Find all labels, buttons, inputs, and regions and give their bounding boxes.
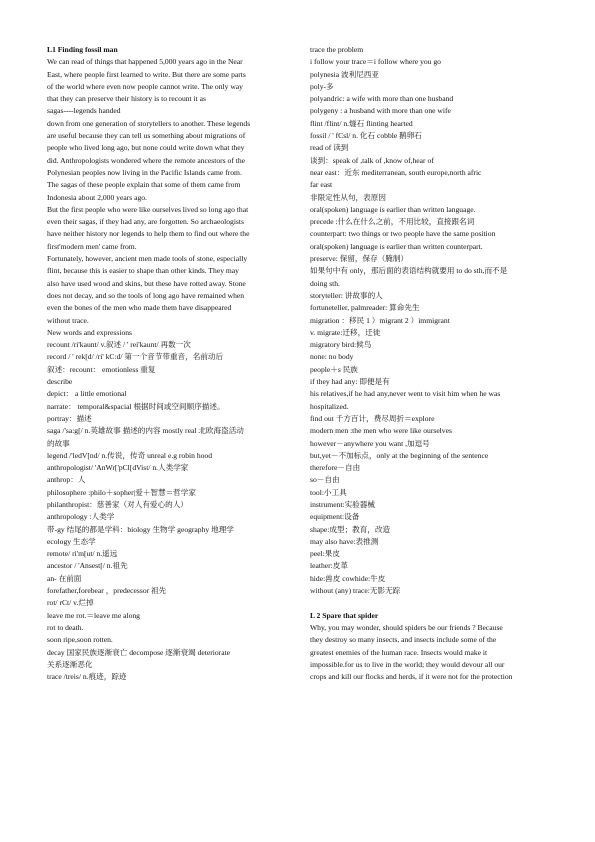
text-line: philanthropist：慈善家（对人有爱心的人） bbox=[47, 499, 188, 509]
text-line: far east bbox=[310, 180, 333, 190]
text-line: instrument:实验器械 bbox=[310, 499, 375, 509]
text-line: crops and kill our flocks and herds, if it were not for the protection bbox=[310, 672, 513, 682]
text-line: none: no body bbox=[310, 352, 354, 362]
text-line: rot to death. bbox=[47, 622, 84, 632]
text-line: East, where people first learned to write. But there are some parts bbox=[47, 69, 246, 79]
text-line: near east：近东 mediterranean, south europe,north afric bbox=[310, 167, 482, 177]
text-line: people＋s 民族 bbox=[310, 364, 358, 374]
text-line: The sagas of these people explain that some of them came from bbox=[47, 180, 241, 190]
text-line: without (any) trace:无影无踪 bbox=[310, 586, 401, 596]
text-line: record / ' rek[d/ /ri' kC:d/ 第一个音节带重音，名前动后 bbox=[47, 352, 224, 362]
text-line: does not decay, and so the tools of long ago have remained when bbox=[47, 290, 245, 300]
text-line: 关系逐渐恶化 bbox=[47, 659, 93, 669]
text-line: ancestor / 'Ansest[/ n.祖先 bbox=[47, 561, 128, 571]
text-line: sagas----legends handed bbox=[47, 106, 121, 116]
text-line: poly-多 bbox=[310, 81, 334, 91]
text-line: if they had any: 即便是有 bbox=[310, 377, 390, 387]
text-line: depict： a little emotional bbox=[47, 389, 127, 399]
text-line: people who lived long ago, but none could write down what they bbox=[47, 143, 245, 153]
text-line: greatest enemies of the human race. Insects would make it bbox=[310, 647, 488, 657]
text-line: We can read of things that happened 5,000 years ago in the Near bbox=[47, 57, 243, 67]
text-line: that they can preserve their history is to recount it as bbox=[47, 94, 206, 104]
text-line: soon ripe,soon rotten. bbox=[47, 635, 113, 645]
text-line: peel:果皮 bbox=[310, 549, 340, 559]
text-line: saga /'sa:g[/ n.英雄故事 描述的内容 mostly real 北欧海盗活动 bbox=[47, 426, 244, 436]
text-line: even the bones of the men who made them have disappeared bbox=[47, 303, 232, 313]
text-line: polyandric: a wife with more than one husband bbox=[310, 94, 454, 104]
text-line: his relatives,if he had any,never went to visit him when he was bbox=[310, 389, 501, 399]
text-line: without trace. bbox=[47, 315, 89, 325]
text-line: are useful because they can tell us something about migrations of bbox=[47, 131, 246, 141]
text-line: remote/ ri'm[ut/ n.遥远 bbox=[47, 549, 118, 559]
text-line: fossil / ' fCsl/ n. 化石 cobble 鹅卵石 bbox=[310, 131, 422, 141]
text-line: Why, you may wonder, should spiders be our friends ? Because bbox=[310, 622, 503, 632]
left-text-column bbox=[47, 44, 292, 683]
text-line: but,yet－不加标点，only at the beginning of the sentence bbox=[310, 450, 489, 460]
text-line: v. migrate:迁移，迁徙 bbox=[310, 327, 381, 337]
text-line: find out 千方百计，费尽周折＝explore bbox=[310, 413, 435, 423]
text-line: have neither history nor legends to help them to find out where the bbox=[47, 229, 250, 239]
text-line: even their sagas, if they had any, are forgotten. So archaeologists bbox=[47, 217, 244, 227]
text-line: trace the problem bbox=[310, 45, 364, 54]
text-line: describe bbox=[47, 377, 73, 387]
text-line: an- 在前面 bbox=[47, 573, 82, 583]
text-line: counterpart: two things or two people have the same position bbox=[310, 229, 496, 239]
text-line: i follow your trace＝i follow where you go bbox=[310, 57, 441, 67]
text-line: hide:兽皮 cowhide:牛皮 bbox=[310, 573, 386, 583]
text-line: equipment:设备 bbox=[310, 512, 360, 522]
text-line: read of 读到 bbox=[310, 143, 349, 153]
text-line: Indonesia about 2,000 years ago. bbox=[47, 192, 147, 202]
text-line: Fortunately, however, ancient men made tools of stone, especially bbox=[47, 254, 248, 264]
text-line: preserve: 保留，保存（腌制） bbox=[310, 254, 409, 264]
text-line: New words and expressions bbox=[47, 327, 132, 337]
text-line: 的故事 bbox=[47, 438, 70, 448]
text-line: storyteller: 讲故事的人 bbox=[310, 290, 383, 300]
text-line: 谈到：speak of ,talk of ,know of,hear of bbox=[310, 155, 434, 165]
text-line: down from one generation of storytellers to another. These legends bbox=[47, 118, 251, 128]
text-line: migration ：移民 1 ）migrant 2 ）immigrant bbox=[310, 315, 450, 325]
right-text-column bbox=[310, 44, 560, 683]
text-line: they destroy so many insects, and insects include some of the bbox=[310, 635, 497, 645]
text-line: shape:成型；教育，改造 bbox=[310, 524, 391, 534]
text-line: first'modern men' came from. bbox=[47, 241, 137, 251]
text-line: polygeny : a husband with more than one wife bbox=[310, 106, 451, 116]
text-line: precede :什么在什么之前，不用比较，直接跟名词 bbox=[310, 217, 475, 227]
text-line: portray：描述 bbox=[47, 413, 92, 423]
text-line: recount /ri'kaunt/ v.叙述 / ' rei'kaunt/ 再数一次 bbox=[47, 340, 191, 350]
text-line: also have used wood and skins, but these have rotted away. Stone bbox=[47, 278, 246, 288]
text-line: rot/ rCt/ v.烂掉 bbox=[47, 598, 94, 608]
text-line: fortuneteller, palmreader: 算命先生 bbox=[310, 303, 420, 313]
text-line: leave me rot.＝leave me along bbox=[47, 610, 140, 620]
text-line: doing sth. bbox=[310, 278, 340, 288]
text-line: modern men :the men who were like ourselves bbox=[310, 426, 452, 436]
text-line bbox=[310, 597, 560, 609]
text-line: legend /'ledV[nd/ n.传说，传奇 unreal e.g robin hood bbox=[47, 450, 213, 460]
text-line: hospitalized. bbox=[310, 401, 349, 411]
text-line: polynesia 波利尼西亚 bbox=[310, 69, 379, 79]
text-line: decay 国家民族逐渐衰亡 decompose 逐渐衰竭 deteriorate bbox=[47, 647, 231, 657]
text-line: impossible.for us to live in the world; they would devour all our bbox=[310, 659, 505, 669]
text-line: oral(spoken) language is earlier than written counterpart. bbox=[310, 241, 483, 251]
text-line: may also have:表推测 bbox=[310, 536, 379, 546]
text-line: But the first people who were like ourselves lived so long ago that bbox=[47, 204, 249, 214]
text-line: flint, because this is easier to shape than other kinds. They may bbox=[47, 266, 239, 276]
text-line: Polynesian peoples now living in the Pacific Islands came from. bbox=[47, 167, 242, 177]
text-line: did. Anthropologists wondered where the remote ancestors of the bbox=[47, 155, 246, 165]
text-line: tool:小工具 bbox=[310, 487, 347, 497]
text-line: leather:皮革 bbox=[310, 561, 348, 571]
text-line: anthrop：人 bbox=[47, 475, 86, 485]
text-line: 叙述：recount： emotionless 重复 bbox=[47, 364, 156, 374]
text-line: migratory bird:候鸟 bbox=[310, 340, 372, 350]
text-line: anthropology :人类学 bbox=[47, 512, 115, 522]
text-line: 如果句中有 only，那后面的表语结构就要用 to do sth,而不是 bbox=[310, 266, 508, 276]
text-line: philosophere :philo＋sopher|爱＋智慧＝哲学家 bbox=[47, 487, 196, 497]
text-line: 非限定性从句，表原因 bbox=[310, 192, 386, 202]
text-line: however－anywhere you want ,加逗号 bbox=[310, 438, 430, 448]
text-line: of the world where even now people cannot write. The only way bbox=[47, 81, 243, 91]
text-line: so－自由 bbox=[310, 475, 340, 485]
text-line: therefore－自由 bbox=[310, 463, 361, 473]
text-line: ecology 生态学 bbox=[47, 536, 96, 546]
text-line: narrate： temporal&spacial 根据时间或空间顺序描述。 bbox=[47, 401, 225, 411]
text-line: forefather,forebear ，predecessor 祖先 bbox=[47, 586, 167, 596]
text-line: trace /treis/ n.痕迹，踪迹 bbox=[47, 672, 127, 682]
text-line: anthropologist/ 'AnWr['pCl[dVist/ n.人类学家 bbox=[47, 463, 189, 473]
text-line: flint /flint/ n.燧石 flinting hearted bbox=[310, 118, 413, 128]
text-line: 带-gy 结尾的都是学科：biology 生物学 geography 地理学 bbox=[47, 524, 234, 534]
section-heading: L 2 Spare that spider bbox=[310, 610, 379, 620]
section-heading: L1 Finding fossil man bbox=[47, 45, 118, 54]
text-line: oral(spoken) language is earlier than written language. bbox=[310, 204, 476, 214]
